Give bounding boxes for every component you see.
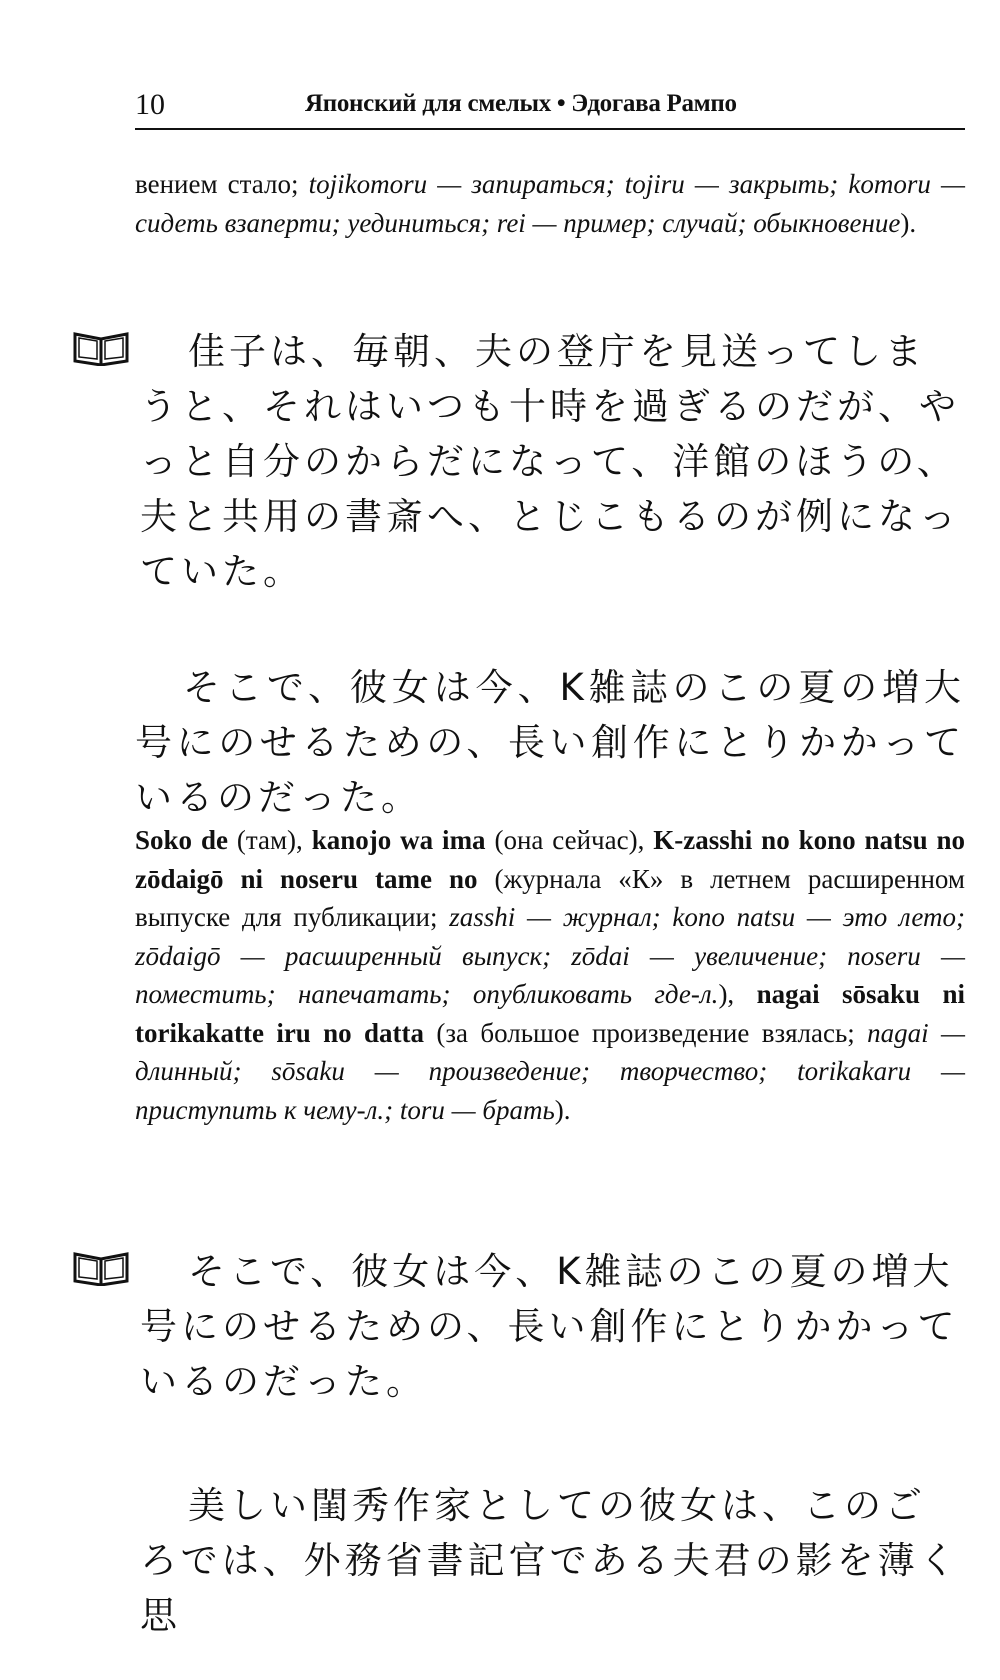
japanese-reading-block-2: そこで、彼女は今、K雑誌のこの夏の増大号にのせるための、長い創作にとりかかっているのだった。: [140, 1250, 959, 1403]
gloss-paragraph-1: [135, 165, 965, 242]
japanese-reading-block-1: 佳子は、毎朝、夫の登庁を見送ってしまうと、それはいつも十時を過ぎるのだが、やっと自分のからだになって、洋館のほうの、夫と共用の書斎へ、とじこもるのが例になっていた。: [140, 330, 960, 593]
open-book-icon: [72, 1250, 130, 1286]
running-title: Японский для смелых • Эдогава Рампо: [305, 90, 737, 117]
romaji-bold: nagai sōsaku ni torikakatte iru no datta: [135, 979, 965, 1048]
romaji-bold: K-zasshi no kono natsu no zōdaigō ni noseru tame no: [135, 825, 966, 894]
gloss-text: ).: [554, 1094, 571, 1125]
gloss-text: вением стало;: [135, 169, 309, 199]
gloss-text: (там),: [227, 825, 312, 855]
gloss-text: ),: [718, 979, 757, 1009]
japanese-sentence: そこで、彼女は今、K雑誌のこの夏の増大号にのせるための、長い創作にとりかかっているのだった。: [135, 666, 965, 819]
page-header: [135, 78, 965, 130]
gloss-paragraph-2: [135, 660, 965, 1129]
gloss-italic: nagai — длинный; sōsaku — произведение; творчество; torikakaru — приступить к чему-л.; toru — брать: [135, 1017, 965, 1125]
page-number: 10: [135, 88, 165, 121]
gloss-text: ).: [900, 207, 917, 238]
romaji-bold: Soko de: [135, 825, 228, 855]
open-book-icon: [72, 330, 130, 366]
romaji-bold: kanojo wa ima: [311, 825, 486, 855]
japanese-paragraph-next: 美しい閨秀作家としての彼女は、このごろでは、外務省書記官である夫君の影を薄く思: [140, 1484, 960, 1637]
gloss-italic: tojikomoru — запираться; tojiru — закрыть; komoru — сидеть взаперти; уединиться; rei — пример; случай; обыкновение: [135, 169, 965, 238]
gloss-text: (журнала «К» в летнем расширенном выпуске для публикации;: [135, 863, 966, 932]
gloss-italic: zasshi — журнал; kono natsu — это лето; zōdaigō — расширенный выпуск; zōdai — увеличение; noseru — поместить; напечатать; опубликовать где-л.: [135, 902, 965, 1009]
gloss-text: (она сейчас),: [485, 825, 654, 855]
gloss-text: (за большое произведение взялась;: [424, 1017, 868, 1048]
